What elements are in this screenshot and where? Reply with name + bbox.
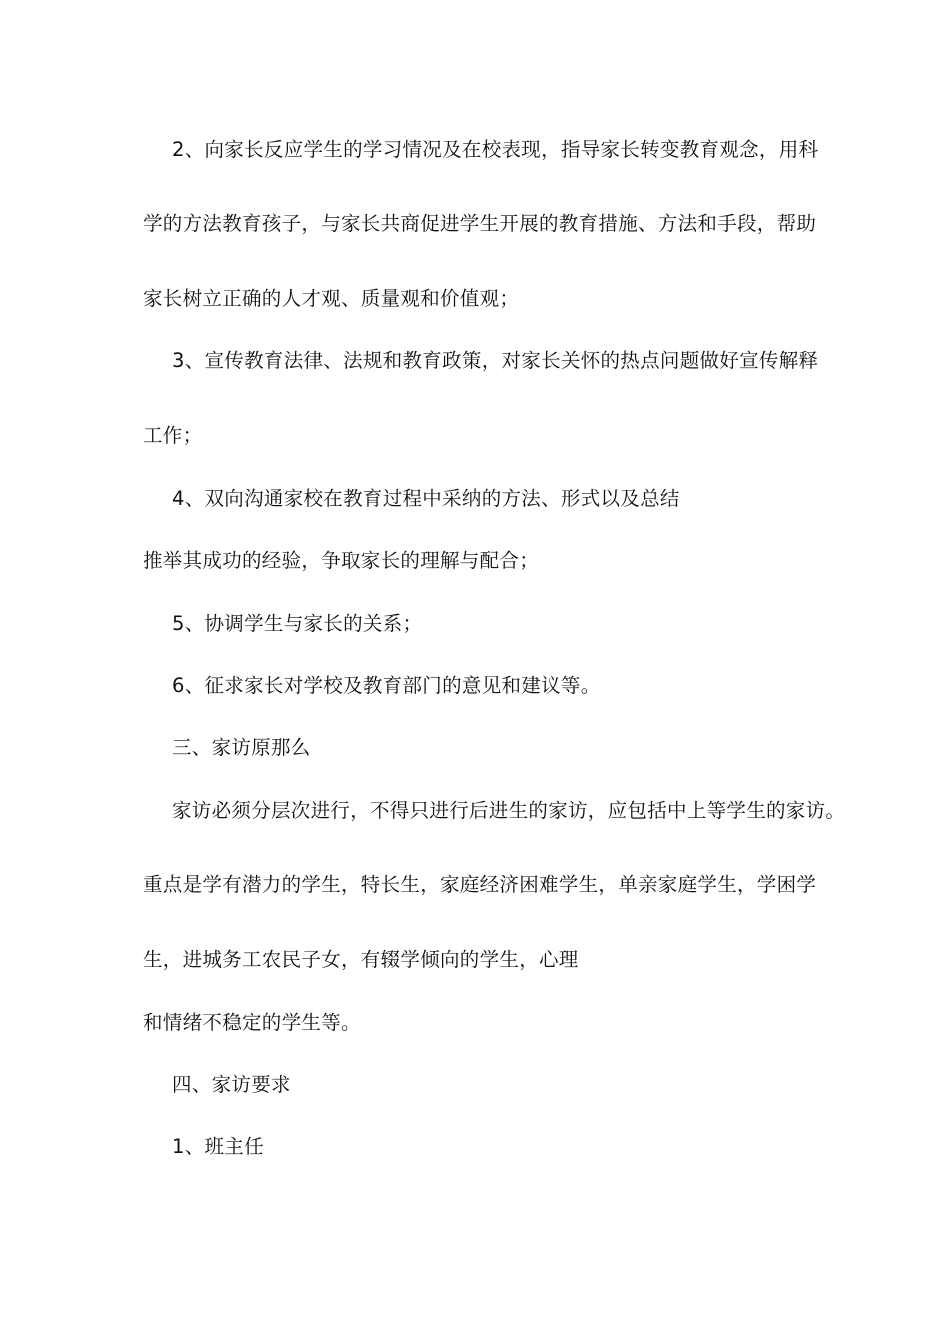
section-heading: 三、家访原那么	[172, 736, 311, 759]
paragraph-line: 5、协调学生与家长的关系；	[172, 612, 423, 635]
paragraph-line: 推举其成功的经验，争取家长的理解与配合；	[143, 549, 540, 572]
paragraph-line: 工作；	[143, 424, 203, 447]
paragraph-line: 家访必须分层次进行，不得只进行后进生的家访，应包括中上等学生的家访。	[172, 799, 846, 822]
paragraph-line: 1、班主任	[172, 1135, 264, 1158]
paragraph-line: 重点是学有潜力的学生，特长生，家庭经济困难学生，单亲家庭学生，学困学	[143, 873, 817, 896]
paragraph-line: 家长树立正确的人才观、质量观和价值观；	[143, 287, 520, 310]
paragraph-line: 4、双向沟通家校在教育过程中采纳的方法、形式以及总结	[172, 487, 680, 510]
paragraph-line: 和情绪不稳定的学生等。	[143, 1011, 361, 1034]
paragraph-line: 2、向家长反应学生的学习情况及在校表现，指导家长转变教育观念，用科	[172, 138, 819, 161]
paragraph-line: 3、宣传教育法律、法规和教育政策，对家长关怀的热点问题做好宣传解释	[172, 349, 819, 372]
paragraph-line: 6、征求家长对学校及教育部门的意见和建议等。	[172, 674, 601, 697]
paragraph-line: 生，进城务工农民子女，有辍学倾向的学生，心理	[143, 948, 579, 971]
section-heading: 四、家访要求	[172, 1073, 291, 1096]
paragraph-line: 学的方法教育孩子，与家长共商促进学生开展的教育措施、方法和手段，帮助	[143, 212, 817, 235]
